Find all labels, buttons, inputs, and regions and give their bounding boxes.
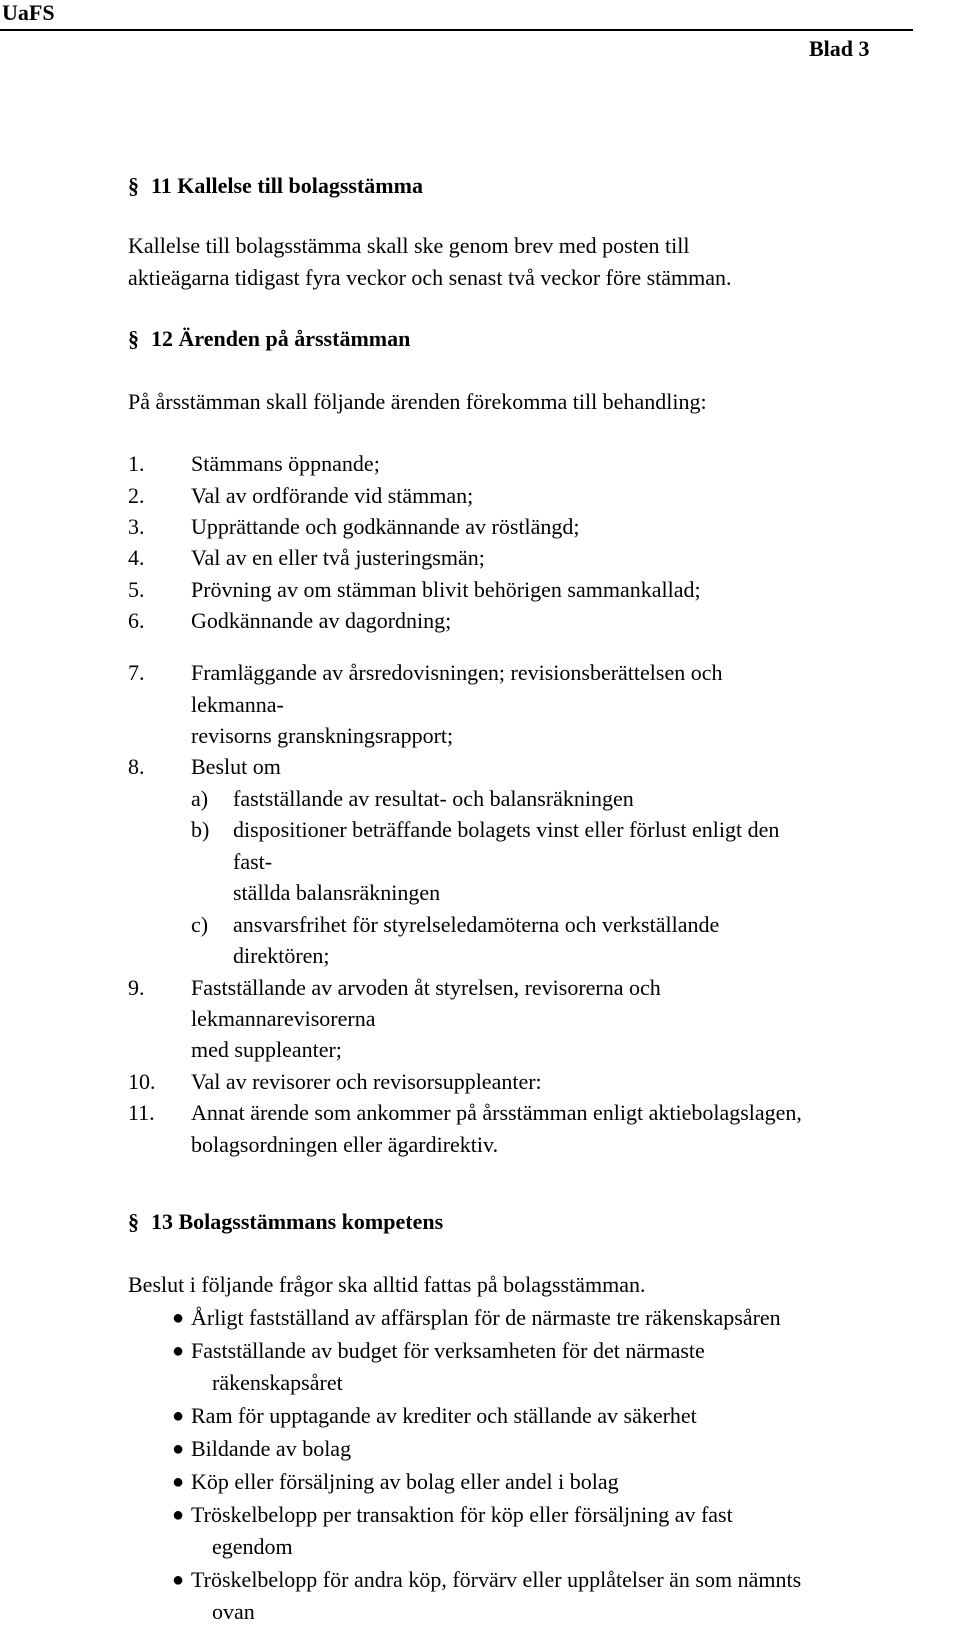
sub-item-cont: direktören; [233,943,330,968]
bullet-item: Bildande av bolag [191,1436,352,1461]
bullet-item: Tröskelbelopp för andra köp, förvärv eller upplåtelser än som nämnts [191,1567,802,1592]
section-title: 13 Bolagsstämmans kompetens [151,1209,444,1234]
list-item-cont: med suppleanter; [191,1037,342,1062]
list-item: Val av revisorer och revisorsuppleanter: [191,1069,542,1094]
sub-item-cont: ställda balansräkningen [233,880,441,905]
list-number: 6. [128,608,145,633]
list-item: Val av en eller två justeringsmän; [191,545,485,570]
section-title: 11 Kallelse till bolagsstämma [151,173,423,198]
section-intro: Beslut i följande frågor ska alltid fattas på bolagsstämman. [128,1272,646,1297]
bullet-icon: ● [172,1504,185,1526]
list-number: 11. [128,1100,155,1125]
list-number: 2. [128,483,145,508]
sub-label: b) [191,817,210,842]
list-number: 10. [128,1069,156,1094]
bullet-icon: ● [172,1307,185,1329]
list-number: 4. [128,545,145,570]
bullet-item-cont: egendom [212,1534,293,1559]
list-number: 8. [128,754,145,779]
list-number: 5. [128,577,145,602]
list-item: Annat ärende som ankommer på årsstämman enligt aktiebolagslagen, [191,1100,802,1125]
bullet-icon: ● [172,1438,185,1460]
bullet-item-cont: ovan [212,1599,255,1624]
list-item: Framläggande av årsredovisningen; revisionsberättelsen och [191,660,723,685]
list-item: Beslut om [191,754,281,779]
list-number: 7. [128,660,145,685]
sub-label: c) [191,912,209,937]
bullet-icon: ● [172,1405,185,1427]
bullet-item: Årligt fastställand av affärsplan för de närmaste tre räkenskapsåren [191,1305,781,1330]
list-item: Godkännande av dagordning; [191,608,452,633]
header-org: UaFS [2,0,55,25]
list-item: Fastställande av arvoden åt styrelsen, revisorerna och [191,975,661,1000]
list-number: 1. [128,451,145,476]
bullet-item: Ram för upptagande av krediter och ställande av säkerhet [191,1403,697,1428]
list-item-cont: lekmannarevisorerna [191,1006,376,1031]
list-item-cont: lekmanna- [191,692,284,717]
section-mark: § [128,1209,139,1234]
sub-item: dispositioner beträffande bolagets vinst eller förlust enligt den [233,817,780,842]
header-rule [0,29,913,31]
section-mark: § [128,173,139,198]
sub-item: fastställande av resultat- och balansräkningen [233,786,634,811]
sub-item-cont: fast- [233,849,273,874]
list-item-cont: bolagsordningen eller ägardirektiv. [191,1132,499,1157]
list-number: 9. [128,975,145,1000]
list-item: Upprättande och godkännande av röstlängd; [191,514,580,539]
paragraph-line: aktieägarna tidigast fyra veckor och senast två veckor före stämman. [128,265,732,290]
bullet-item: Fastställande av budget för verksamheten för det närmaste [191,1338,705,1363]
section-mark: § [128,326,139,351]
header-sheet: Blad 3 [809,36,870,61]
bullet-icon: ● [172,1340,185,1362]
list-item: Val av ordförande vid stämman; [191,483,474,508]
list-item: Prövning av om stämman blivit behörigen sammankallad; [191,577,701,602]
paragraph-line: Kallelse till bolagsstämma skall ske genom brev med posten till [128,233,690,258]
list-item: Stämmans öppnande; [191,451,380,476]
bullet-icon: ● [172,1471,185,1493]
list-item-cont: revisorns granskningsrapport; [191,723,454,748]
sub-item: ansvarsfrihet för styrelseledamöterna och verkställande [233,912,720,937]
bullet-icon: ● [172,1569,185,1591]
bullet-item-cont: räkenskapsåret [212,1370,343,1395]
bullet-item: Köp eller försäljning av bolag eller andel i bolag [191,1469,619,1494]
sub-label: a) [191,786,209,811]
list-number: 3. [128,514,145,539]
section-title: 12 Ärenden på årsstämman [151,326,411,351]
section-intro: På årsstämman skall följande ärenden förekomma till behandling: [128,389,707,414]
bullet-item: Tröskelbelopp per transaktion för köp eller försäljning av fast [191,1502,733,1527]
